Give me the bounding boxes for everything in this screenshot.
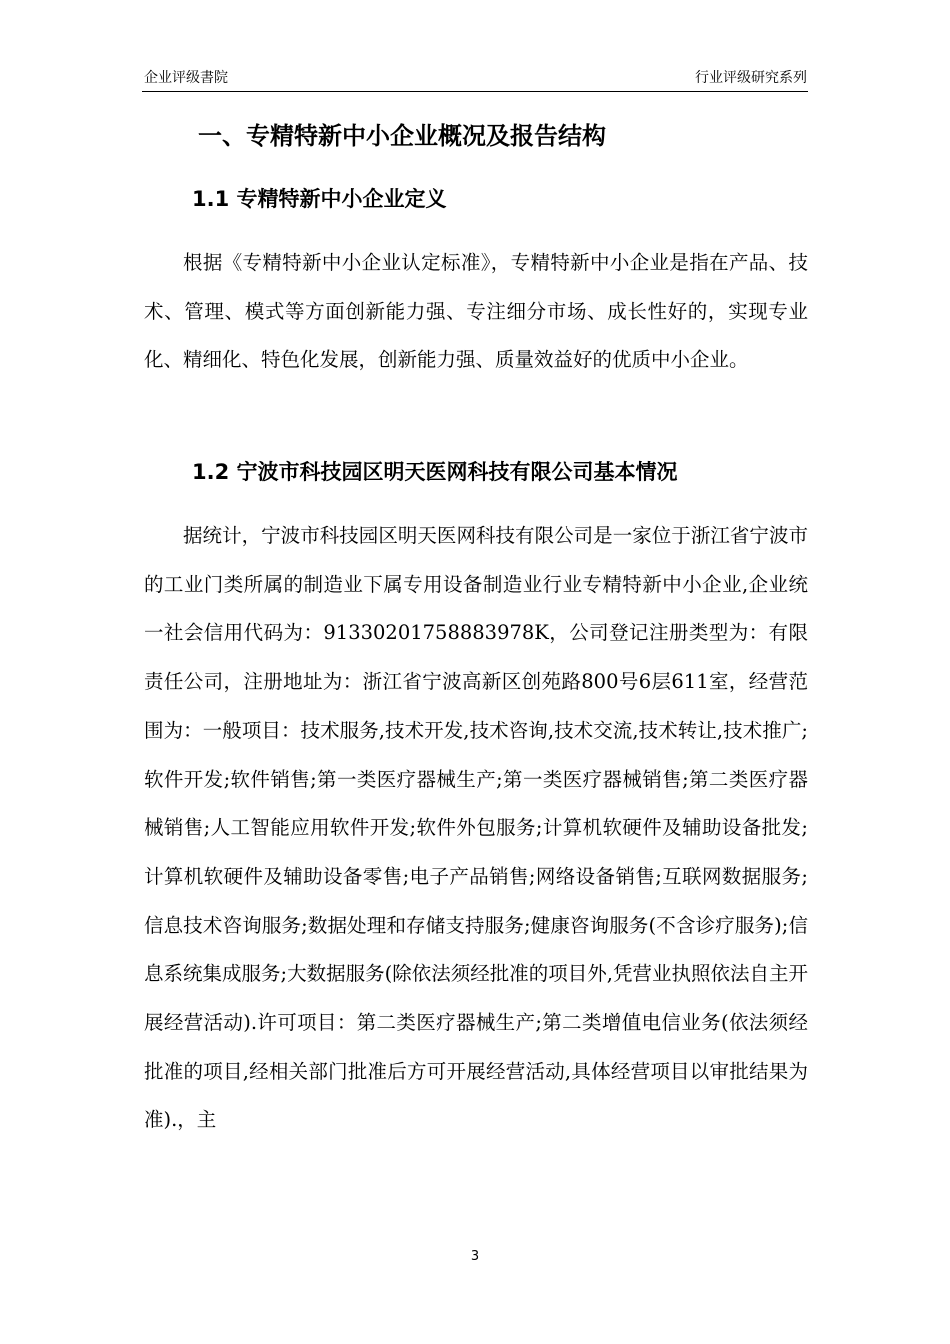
definition-paragraph: 根据《专精特新中小企业认定标准》，专精特新中小企业是指在产品、技术、管理、模式等方面创新能力强、专注细分市场、成长性好的，实现专业化、精细化、特色化发展，创新能力强、质量效益好的优质中小企业。 — [144, 251, 808, 372]
section-heading: 一、专精特新中小企业概况及报告结构 — [198, 122, 606, 150]
header-left-title: 企业评级書院 — [144, 70, 228, 86]
subsection-heading-definition: 1.1 专精特新中小企业定义 — [192, 187, 447, 211]
header-right-title: 行业评级研究系列 — [695, 70, 807, 86]
header-divider — [142, 91, 808, 92]
page-number: 3 — [470, 1249, 480, 1264]
company-paragraph: 据统计，宁波市科技园区明天医网科技有限公司是一家位于浙江省宁波市的工业门类所属的制造业下属专用设备制造业行业专精特新中小企业,企业统一社会信用代码为：91330201758883978K，公司登记注册类型为：有限责任公司，注册地址为：浙江省宁波高新区创苑路800号6层611室，经营范围为：一般项目：技术服务,技术开发,技术咨询,技术交流,技术转让,技术推广;软件开发;软件销售;第一类医疗器械生产;第一类医疗器械销售;第二类医疗器械销售;人工智能应用软件开发;软件外包服务;计算机软硬件及辅助设备批发;计算机软硬件及辅助设备零售;电子产品销售;网络设备销售;互联网数据服务;信息技术咨询服务;数据处理和存储支持服务;健康咨询服务(不含诊疗服务);信息系统集成服务;大数据服务(除依法须经批准的项目外,凭营业执照依法自主开展经营活动).许可项目：第二类医疗器械生产;第二类增值电信业务(依法须经批准的项目,经相关部门批准后方可开展经营活动,具体经营项目以审批结果为准).，主 — [144, 524, 808, 1132]
subsection-heading-company: 1.2 宁波市科技园区明天医网科技有限公司基本情况 — [192, 460, 678, 484]
